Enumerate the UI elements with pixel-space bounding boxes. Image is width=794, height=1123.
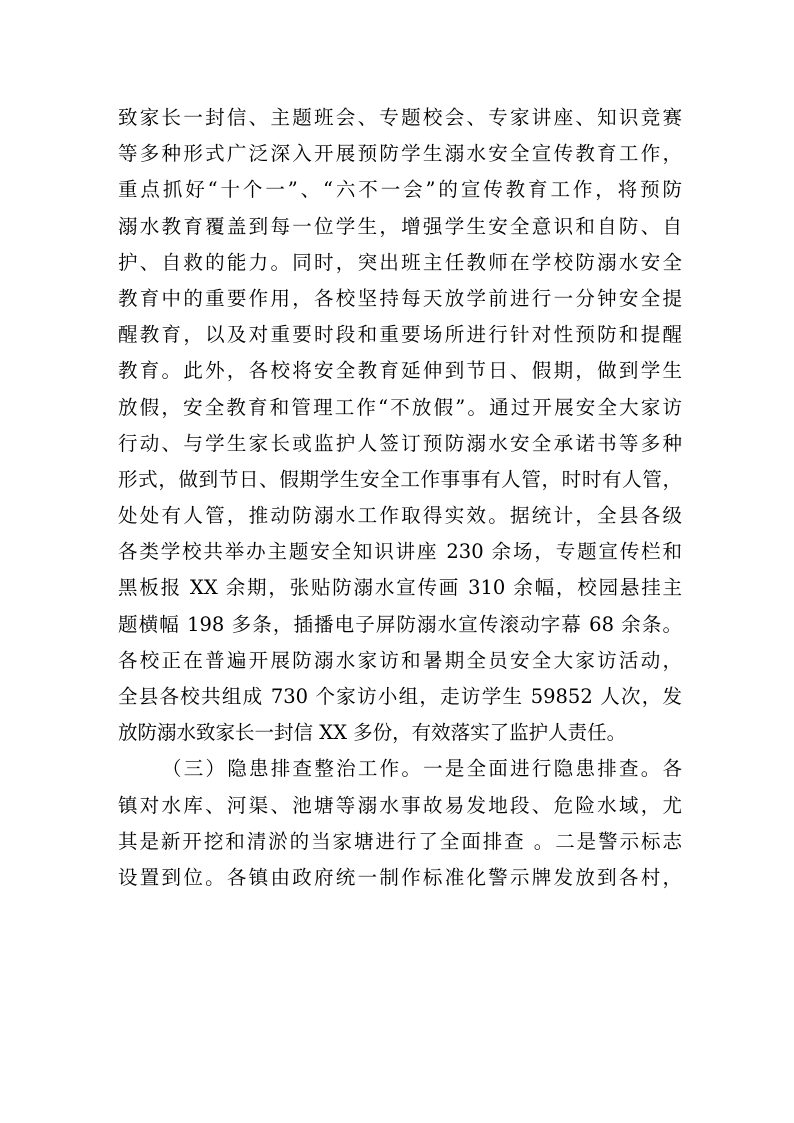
text-line: 处处有人管，推动防溺水工作取得实效。据统计，全县各级 <box>118 504 682 528</box>
text-line: 放防溺水致家长一封信 XX 多份，有效落实了监护人责任。 <box>118 721 627 745</box>
text-line: 溺水教育覆盖到每一位学生，增强学生安全意识和自防、自 <box>118 214 682 238</box>
text-line: 醒教育，以及对重要时段和重要场所进行针对性预防和提醒 <box>118 323 682 347</box>
section-heading-line: （三）隐患排查整治工作。一是全面进行隐患排查。各 <box>162 757 682 781</box>
text-line: 全县各校共组成 730 个家访小组，走访学生 59852 人次，发 <box>118 685 682 708</box>
text-line: 各类学校共举办主题安全知识讲座 230 余场，专题宣传栏和 <box>118 540 682 564</box>
text-line: 教育中的重要作用，各校坚持每天放学前进行一分钟安全提 <box>118 286 682 310</box>
text-line: 等多种形式广泛深入开展预防学生溺水安全宣传教育工作， <box>118 142 682 166</box>
text-line: 护、自救的能力。同时，突出班主任教师在学校防溺水安全 <box>118 250 682 274</box>
text-line: 其是新开挖和清淤的当家塘进行了全面排查 。二是警示标志 <box>118 829 682 853</box>
text-line: 形式，做到节日、假期学生安全工作事事有人管，时时有人管， <box>118 467 682 491</box>
text-line: 设置到位。各镇由政府统一制作标准化警示牌发放到各村， <box>118 865 682 889</box>
text-line: 教育。此外，各校将安全教育延伸到节日、假期，做到学生 <box>118 359 682 383</box>
text-line: 黑板报 XX 余期，张贴防溺水宣传画 310 余幅，校园悬挂主 <box>118 576 682 600</box>
text-line: 各校正在普遍开展防溺水家访和暑期全员安全大家访活动， <box>118 648 682 672</box>
text-line: 放假，安全教育和管理工作“不放假”。通过开展安全大家访 <box>118 395 682 419</box>
body-text <box>118 100 682 896</box>
text-line: 题横幅 198 多条，插播电子屏防溺水宣传滚动字幕 68 余条。 <box>118 612 682 636</box>
text-line: 重点抓好“十个一”、“六不一会”的宣传教育工作，将预防 <box>118 178 682 202</box>
text-line: 镇对水库、河渠、池塘等溺水事故易发地段、危险水域，尤 <box>118 793 682 817</box>
text-line: 行动、与学生家长或监护人签订预防溺水安全承诺书等多种 <box>118 431 682 455</box>
text-line: 致家长一封信、主题班会、专题校会、专家讲座、知识竞赛 <box>118 106 682 129</box>
